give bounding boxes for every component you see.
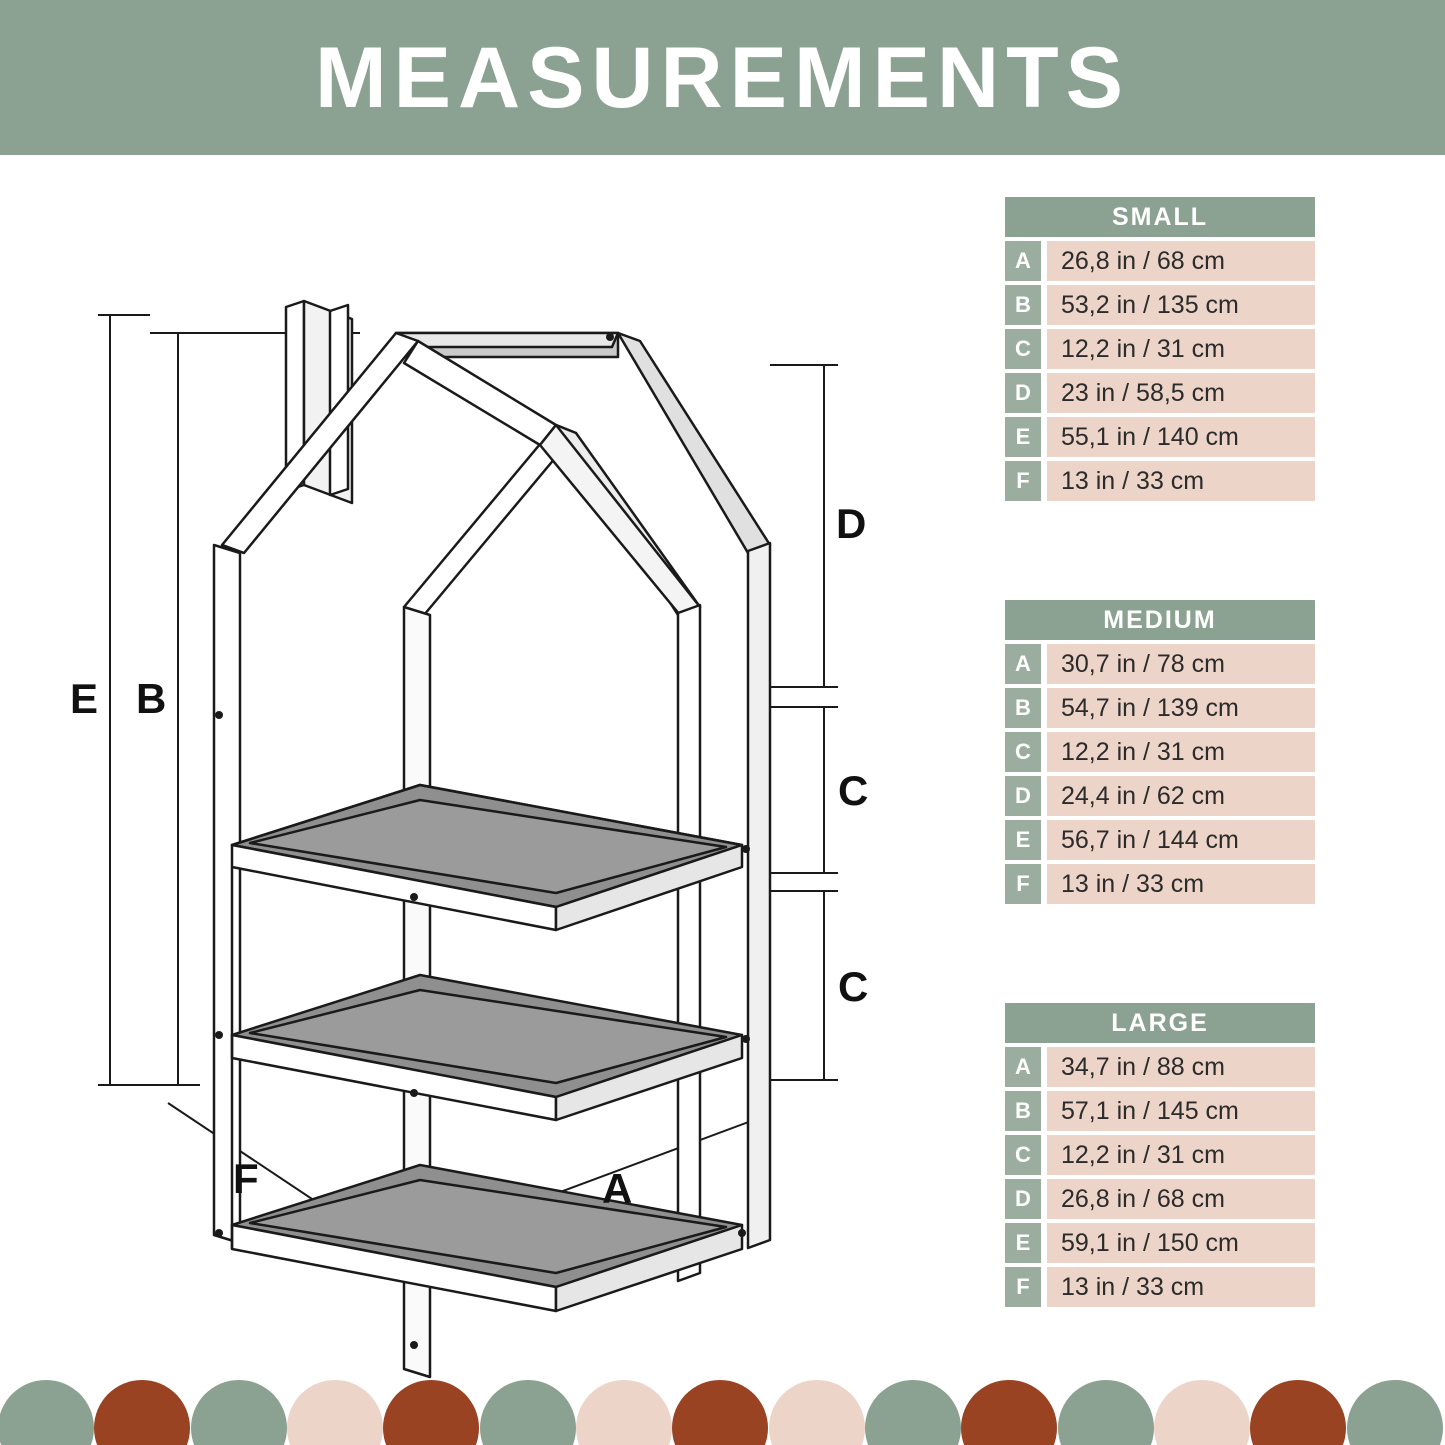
size-table-small bbox=[1005, 197, 1325, 505]
dimension-label-C-lower: C bbox=[838, 963, 869, 1010]
footer-dot bbox=[287, 1380, 383, 1445]
footer-dot bbox=[1058, 1380, 1154, 1445]
table-row bbox=[1005, 1047, 1325, 1087]
footer-dot bbox=[961, 1380, 1057, 1445]
dimension-label-F: F bbox=[233, 1155, 259, 1202]
product-diagram bbox=[0, 155, 1000, 1380]
row-key: E bbox=[1005, 417, 1041, 457]
row-key: D bbox=[1005, 776, 1041, 816]
row-value: 56,7 in / 144 cm bbox=[1047, 820, 1315, 860]
row-value: 26,8 in / 68 cm bbox=[1047, 1179, 1315, 1219]
row-key: C bbox=[1005, 732, 1041, 772]
row-key: A bbox=[1005, 644, 1041, 684]
page-header bbox=[0, 0, 1445, 155]
row-key: D bbox=[1005, 373, 1041, 413]
size-table-large-title: LARGE bbox=[1005, 1003, 1315, 1043]
dimension-label-C-upper: C bbox=[838, 767, 869, 814]
table-row bbox=[1005, 1091, 1325, 1131]
table-row bbox=[1005, 776, 1325, 816]
size-table-medium-title: MEDIUM bbox=[1005, 600, 1315, 640]
row-key: E bbox=[1005, 820, 1041, 860]
row-value: 53,2 in / 135 cm bbox=[1047, 285, 1315, 325]
size-table-small-title: SMALL bbox=[1005, 197, 1315, 237]
row-value: 12,2 in / 31 cm bbox=[1047, 329, 1315, 369]
row-key: F bbox=[1005, 1267, 1041, 1307]
footer-dot bbox=[1250, 1380, 1346, 1445]
row-key: E bbox=[1005, 1223, 1041, 1263]
row-key: D bbox=[1005, 1179, 1041, 1219]
row-value: 24,4 in / 62 cm bbox=[1047, 776, 1315, 816]
table-row bbox=[1005, 688, 1325, 728]
dimension-label-B: B bbox=[136, 675, 167, 722]
size-table-large bbox=[1005, 1003, 1325, 1311]
footer-dot bbox=[383, 1380, 479, 1445]
footer-dot bbox=[1154, 1380, 1250, 1445]
row-value: 34,7 in / 88 cm bbox=[1047, 1047, 1315, 1087]
footer-dot bbox=[865, 1380, 961, 1445]
row-value: 12,2 in / 31 cm bbox=[1047, 1135, 1315, 1175]
row-value: 30,7 in / 78 cm bbox=[1047, 644, 1315, 684]
row-key: A bbox=[1005, 241, 1041, 281]
row-value: 54,7 in / 139 cm bbox=[1047, 688, 1315, 728]
main-content bbox=[0, 155, 1445, 1380]
row-key: B bbox=[1005, 1091, 1041, 1131]
row-value: 12,2 in / 31 cm bbox=[1047, 732, 1315, 772]
table-row bbox=[1005, 1267, 1325, 1307]
row-key: A bbox=[1005, 1047, 1041, 1087]
row-key: C bbox=[1005, 329, 1041, 369]
table-row bbox=[1005, 1135, 1325, 1175]
footer-dot bbox=[0, 1380, 94, 1445]
row-key: F bbox=[1005, 864, 1041, 904]
table-row bbox=[1005, 461, 1325, 501]
footer-dot bbox=[1347, 1380, 1443, 1445]
row-value: 13 in / 33 cm bbox=[1047, 1267, 1315, 1307]
footer-dot-band bbox=[0, 1380, 1445, 1445]
table-row bbox=[1005, 644, 1325, 684]
row-value: 57,1 in / 145 cm bbox=[1047, 1091, 1315, 1131]
table-row bbox=[1005, 820, 1325, 860]
footer-dot bbox=[94, 1380, 190, 1445]
row-value: 26,8 in / 68 cm bbox=[1047, 241, 1315, 281]
dimension-label-D: D bbox=[836, 500, 867, 547]
dimension-label-A: A bbox=[602, 1165, 633, 1212]
table-row bbox=[1005, 329, 1325, 369]
row-key: B bbox=[1005, 285, 1041, 325]
table-row bbox=[1005, 1179, 1325, 1219]
row-key: B bbox=[1005, 688, 1041, 728]
row-value: 59,1 in / 150 cm bbox=[1047, 1223, 1315, 1263]
size-table-medium bbox=[1005, 600, 1325, 908]
page-title: MEASUREMENTS bbox=[314, 29, 1131, 126]
row-key: C bbox=[1005, 1135, 1041, 1175]
table-row bbox=[1005, 417, 1325, 457]
dimension-label-E: E bbox=[70, 675, 99, 722]
footer-dot bbox=[191, 1380, 287, 1445]
footer-dot bbox=[480, 1380, 576, 1445]
table-row bbox=[1005, 864, 1325, 904]
table-row bbox=[1005, 732, 1325, 772]
measurement-tables bbox=[1000, 155, 1445, 1380]
row-key: F bbox=[1005, 461, 1041, 501]
footer-dot bbox=[769, 1380, 865, 1445]
footer-dot bbox=[672, 1380, 768, 1445]
row-value: 23 in / 58,5 cm bbox=[1047, 373, 1315, 413]
row-value: 13 in / 33 cm bbox=[1047, 461, 1315, 501]
row-value: 13 in / 33 cm bbox=[1047, 864, 1315, 904]
table-row bbox=[1005, 241, 1325, 281]
table-row bbox=[1005, 1223, 1325, 1263]
table-row bbox=[1005, 373, 1325, 413]
table-row bbox=[1005, 285, 1325, 325]
footer-dot bbox=[576, 1380, 672, 1445]
row-value: 55,1 in / 140 cm bbox=[1047, 417, 1315, 457]
